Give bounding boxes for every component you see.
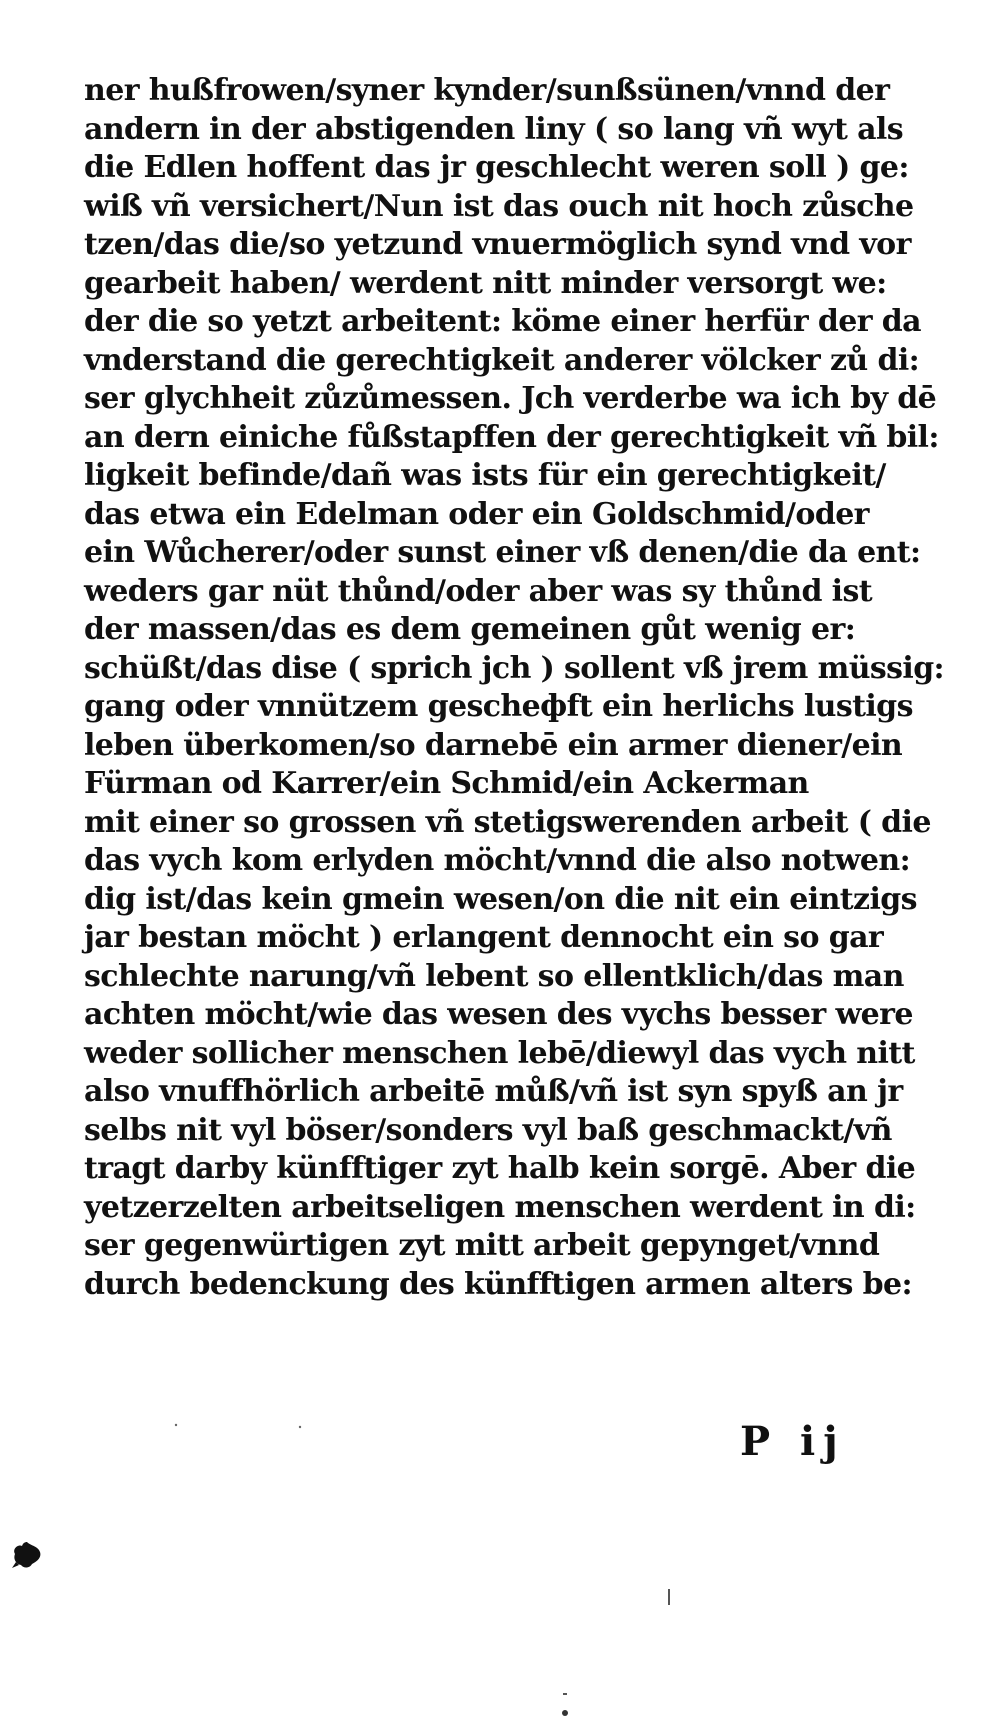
text-line: selbs nit vyl böser/sonders vyl baß geschmackt/vñ	[84, 1112, 892, 1148]
signature-mark: P ij	[740, 1418, 846, 1465]
text-line: leben überkomen/so darnebē ein armer diener/ein	[84, 727, 903, 763]
text-line: ligkeit befinde/dañ was ists für ein gerechtigkeit/	[84, 458, 886, 493]
text-line: durch bedenckung des künfftigen armen alters be:	[84, 1266, 912, 1302]
text-line: achten möcht/wie das wesen des vychs besser were	[84, 997, 913, 1032]
text-line: mit einer so grossen vñ stetigswerenden arbeit ( die	[84, 804, 931, 840]
text-line: ser glychheit zůzůmessen. Jch verderbe wa ich by dē	[84, 381, 937, 416]
body-text	[84, 72, 944, 1304]
text-line: dig ist/das kein gmein wesen/on die nit ein eintzigs	[84, 881, 917, 917]
text-line: gearbeit haben/ werdent nitt minder versorgt we:	[84, 265, 887, 301]
text-line: gang oder vnnützem gescheфft ein herlichs lustigs	[84, 689, 913, 724]
text-line: das etwa ein Edelman oder ein Goldschmid/oder	[84, 496, 869, 532]
text-line: an dern einiche fůßstapffen der gerechtigkeit vñ bil:	[84, 419, 939, 455]
text-line: der massen/das es dem gemeinen gůt wenig er:	[84, 612, 856, 647]
text-line: weder sollicher menschen lebē/diewyl das vych nitt	[84, 1035, 915, 1071]
text-line: schlechte narung/vñ lebent so ellentklich/das man	[84, 958, 904, 994]
text-line: tzen/das die/so yetzund vnuermöglich synd vnd vor	[84, 227, 911, 262]
text-line: ner hußfrowen/syner kynder/sunßsünen/vnnd der	[84, 73, 890, 108]
text-line: der die so yetzt arbeitent: köme einer herfür der da	[84, 304, 922, 339]
text-line: das vych kom erlyden möcht/vnnd die also notwen:	[84, 843, 911, 878]
text-line: vnderstand die gerechtigkeit anderer völcker zů di:	[84, 342, 920, 378]
text-line: also vnuffhörlich arbeitē můß/vñ ist syn spyß an jr	[84, 1074, 903, 1109]
text-line: yetzerzelten arbeitseligen menschen werdent in di:	[84, 1189, 916, 1225]
text-line: ein Wůcherer/oder sunst einer vß denen/die da ent:	[84, 535, 921, 570]
text-line: weders gar nüt thůnd/oder aber was sy thůnd ist	[84, 573, 873, 609]
ornament-icon	[10, 1538, 44, 1572]
text-line: die Edlen hoffent das jr geschlecht weren soll ) ge:	[84, 150, 909, 185]
text-line: tragt darby künfftiger zyt halb kein sorgē. Aber die	[84, 1151, 916, 1186]
text-line: Fürman od Karrer/ein Schmid/ein Ackerman	[84, 766, 809, 801]
text-line: jar bestan möcht ) erlangent dennocht ein so gar	[84, 920, 884, 955]
text-line: schüßt/das dise ( sprich jch ) sollent vß jrem müssig:	[84, 650, 945, 686]
text-line: andern in der abstigenden liny ( so lang vñ wyt als	[84, 111, 903, 147]
text-line: wiß vñ versichert/Nun ist das ouch nit hoch zůsche	[84, 188, 914, 224]
text-line: ser gegenwürtigen zyt mitt arbeit gepynget/vnnd	[84, 1228, 880, 1263]
